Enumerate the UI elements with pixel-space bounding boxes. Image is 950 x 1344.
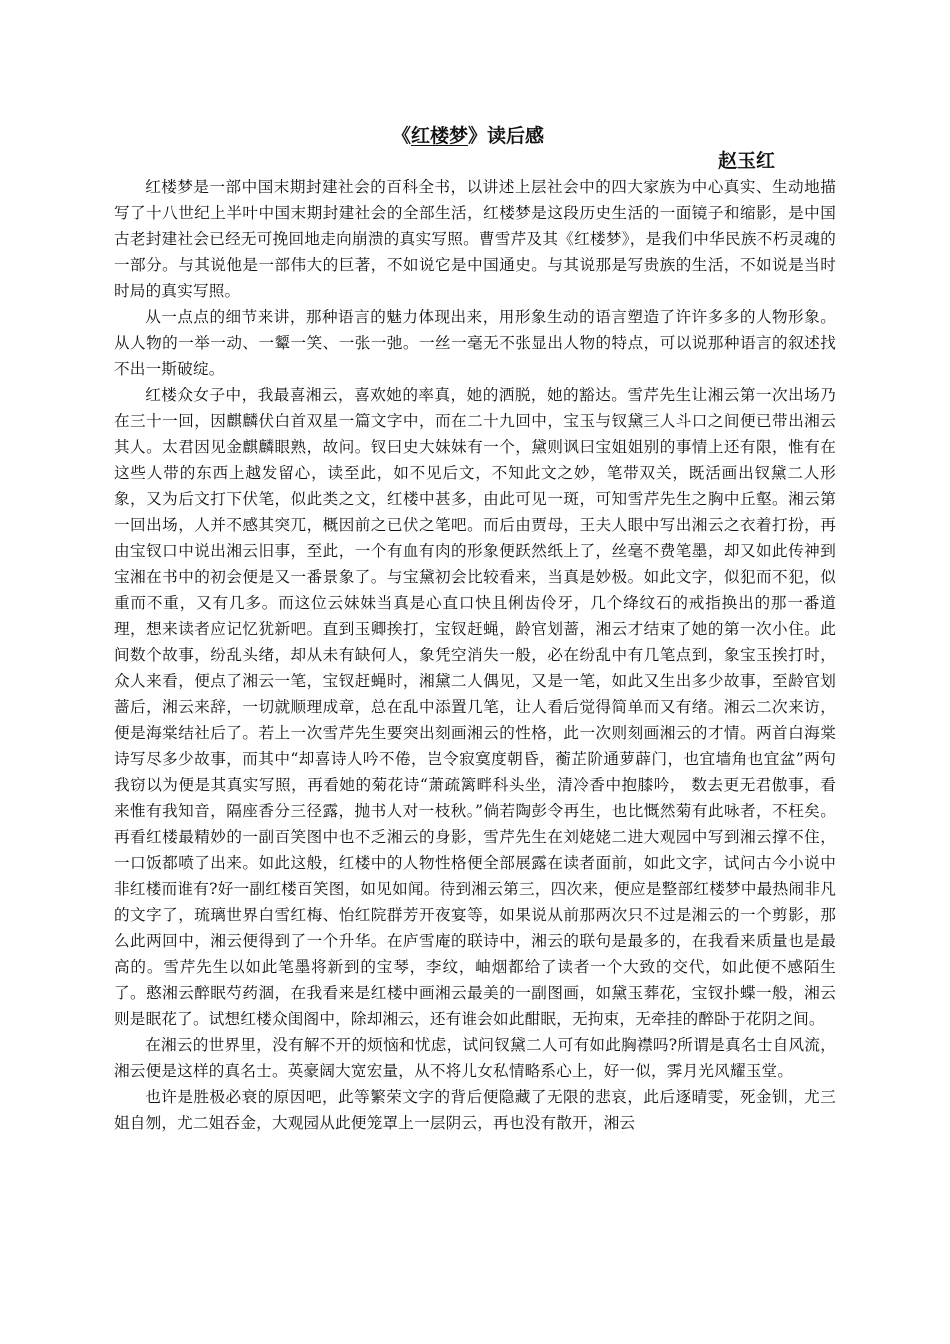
- paragraph-1: 红楼梦是一部中国末期封建社会的百科全书，以讲述上层社会中的四大家族为中心真实、生动地描写了十八世纪上半叶中国末期封建社会的全部生活，红楼梦是这段历史生活的一面镜子和缩影，是中国古老封建社会已经无可挽回地走向崩溃的真实写照。曹雪芹及其《红楼梦》，是我们中华民族不朽灵魂的一部分。与其说他是一部伟大的巨著，不如说它是中国通史。与其说那是写贵族的生活，不如说是当时时局的真实写照。: [114, 178, 836, 300]
- document-title: [392, 122, 544, 150]
- title-book-name: 红楼梦: [411, 125, 469, 147]
- paragraph-3: 红楼众女子中，我最喜湘云，喜欢她的率真，她的洒脱，她的豁达。雪芹先生让湘云第一次出场乃在三十一回，因麒麟伏白首双星一篇文字中，而在二十九回中，宝玉与钗黛三人斗口之间便已带出湘云其人。太君因见金麒麟眼熟，故问。钗曰史大妹妹有一个，黛则讽曰宝姐姐别的事情上还有限，惟有在这些人带的东西上越发留心，读至此，如不见后文，不知此文之妙，笔带双关，既活画出钗黛二人形象，又为后文打下伏笔，似此类之文，红楼中甚多，由此可见一斑，可知雪芹先生之胸中丘壑。湘云第一回出场，人并不感其突兀，概因前之已伏之笔吧。而后由贾母，王夫人眼中写出湘云之衣着打扮，再由宝钗口中说出湘云旧事，至此，一个有血有肉的形象便跃然纸上了，丝毫不费笔墨，却又如此传神到宝湘在书中的初会便是又一番景象了。与宝黛初会比较看来，当真是妙极。如此文字，似犯而不犯，似重而不重，又有几多。而这位云妹妹当真是心直口快且俐齿伶牙，几个绛纹石的戒指换出的那一番道理，想来读者应记忆犹新吧。直到玉卿挨打，宝钗赶蝇，龄官划蔷，湘云才结束了她的第一次小住。此间数个故事，纷乱头绪，却从未有缺何人，象凭空消失一般，必在纷乱中有几笔点到，象宝玉挨打时，众人来看，便点了湘云一笔，宝钗赶蝇时，湘黛二人偶见，又是一笔，如此又生出多少故事，至龄官划蔷后，湘云来辞，一切就顺理成章，总在乱中添置几笔，让人看后觉得简单而又有绪。湘云二次来访，便是海棠结社后了。若上一次雪芹先生要突出刻画湘云的性格，此一次则刻画湘云的才情。两首白海棠诗写尽多少故事，而其中“却喜诗人吟不倦，岂令寂寞度朝昏，蘅芷阶通萝薜门，也宜墙角也宜盆”两句我窃以为便是其真实写照，再看她的菊花诗“萧疏篱畔科头坐，清冷香中抱膝吟， 数去更无君傲事，看来惟有我知音，隔座香分三径露，抛书人对一枝秋。”倘若陶彭令再生，也比慨然菊有此咏者，不枉矣。再看红楼最精妙的一副百笑图中也不乏湘云的身影，雪芹先生在刘姥姥二进大观园中写到湘云撑不住，一口饭都喷了出来。如此这般，红楼中的人物性格便全部展露在读者面前，如此文字，试问古今小说中非红楼而谁有?好一副红楼百笑图，如见如闻。待到湘云第三，四次来，便应是整部红楼梦中最热闹非凡的文字了，琉璃世界白雪红梅、怡红院群芳开夜宴等，如果说从前那两次只不过是湘云的一个剪影，那么此两回中，湘云便得到了一个升华。在庐雪庵的联诗中，湘云的联句是最多的，在我看来质量也是最高的。雪芹先生以如此笔墨将新到的宝琴，李纹，岫烟都给了读者一个大致的交代，如此便不感陌生了。憨湘云醉眠芍药涸，在我看来是红楼中画湘云最美的一副图画，如黛玉葬花，宝钗扑蝶一般，湘云则是眠花了。试想红楼众闺阁中，除却湘云，还有谁会如此酣眠，无拘束，无牵挂的醉卧于花阴之间。: [114, 386, 836, 1028]
- title-suffix: 》读后感: [468, 125, 545, 147]
- paragraph-4: 在湘云的世界里，没有解不开的烦恼和忧虑，试问钗黛二人可有如此胸襟吗?所谓是真名士自风流，湘云便是这样的真名士。英豪阔大宽宏量，从不将儿女私情略系心上，好一似，霁月光风耀玉堂。: [114, 1036, 836, 1080]
- title-open-bracket: 《: [392, 125, 412, 147]
- author-name: 赵玉红: [718, 150, 776, 172]
- paragraph-5: 也许是胜极必衰的原因吧，此等繁荣文字的背后便隐藏了无限的悲哀，此后逐晴雯，死金钏，尤三姐自刎，尤二姐吞金，大观园从此便笼罩上一层阴云，再也没有散开，湘云: [114, 1088, 836, 1132]
- paragraph-2: 从一点点的细节来讲，那种语言的魅力体现出来，用形象生动的语言塑造了许许多多的人物形象。从人物的一举一动、一颦一笑、一张一弛。一丝一毫无不张显出人物的特点，可以说那种语言的叙述找不出一斯破绽。: [114, 308, 836, 378]
- document-body: [114, 174, 836, 1136]
